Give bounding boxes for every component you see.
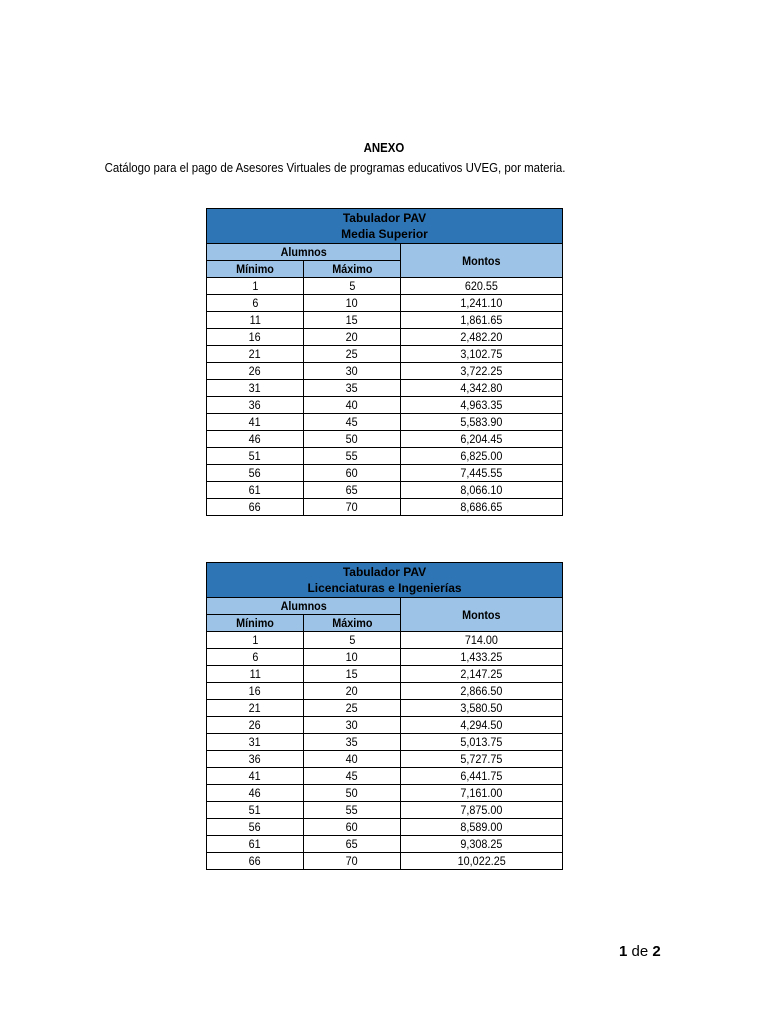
- table-row: [207, 312, 563, 329]
- cell-monto: 6,825.00: [401, 448, 563, 465]
- cell-maximo: 35: [304, 380, 401, 397]
- cell-minimo: 21: [207, 700, 304, 717]
- page-separator: de: [631, 943, 649, 960]
- column-header-maximo: Máximo: [304, 261, 401, 278]
- document-title: ANEXO: [363, 140, 405, 155]
- cell-minimo: 51: [207, 802, 304, 819]
- cell-maximo: 15: [304, 666, 401, 683]
- cell-maximo: 60: [304, 465, 401, 482]
- table-title-line-1: Tabulador PAV: [342, 211, 427, 225]
- cell-minimo: 26: [207, 363, 304, 380]
- cell-maximo: 65: [304, 482, 401, 499]
- cell-maximo: 5: [304, 278, 401, 295]
- table-row: [207, 465, 563, 482]
- cell-minimo: 1: [207, 278, 304, 295]
- cell-minimo: 51: [207, 448, 304, 465]
- table-licenciaturas-ingenierias: [206, 562, 563, 870]
- cell-monto: 4,294.50: [401, 717, 563, 734]
- table-row: [207, 649, 563, 666]
- cell-maximo: 70: [304, 499, 401, 516]
- cell-monto: 10,022.25: [401, 853, 563, 870]
- cell-monto: 5,727.75: [401, 751, 563, 768]
- group-header-alumnos: Alumnos: [207, 244, 401, 261]
- cell-minimo: 16: [207, 329, 304, 346]
- cell-minimo: 21: [207, 346, 304, 363]
- cell-maximo: 45: [304, 414, 401, 431]
- table-body: [207, 278, 563, 516]
- cell-minimo: 56: [207, 819, 304, 836]
- cell-monto: 3,580.50: [401, 700, 563, 717]
- cell-maximo: 65: [304, 836, 401, 853]
- table-row: [207, 683, 563, 700]
- cell-minimo: 41: [207, 414, 304, 431]
- cell-monto: 8,066.10: [401, 482, 563, 499]
- table-row: [207, 329, 563, 346]
- cell-maximo: 30: [304, 717, 401, 734]
- cell-minimo: 11: [207, 312, 304, 329]
- cell-minimo: 66: [207, 499, 304, 516]
- table-title-line-2: Media Superior: [341, 227, 428, 241]
- cell-minimo: 36: [207, 397, 304, 414]
- table-row: [207, 499, 563, 516]
- cell-maximo: 30: [304, 363, 401, 380]
- cell-minimo: 66: [207, 853, 304, 870]
- table-row: [207, 632, 563, 649]
- group-header-alumnos: Alumnos: [207, 598, 401, 615]
- column-header-minimo: Mínimo: [207, 261, 304, 278]
- cell-maximo: 70: [304, 853, 401, 870]
- table-row: [207, 785, 563, 802]
- table-row: [207, 363, 563, 380]
- cell-maximo: 25: [304, 346, 401, 363]
- table-row: [207, 666, 563, 683]
- cell-maximo: 50: [304, 431, 401, 448]
- table-row: [207, 431, 563, 448]
- table-row: [207, 414, 563, 431]
- table-row: [207, 819, 563, 836]
- cell-monto: 4,342.80: [401, 380, 563, 397]
- cell-maximo: 25: [304, 700, 401, 717]
- cell-minimo: 41: [207, 768, 304, 785]
- cell-monto: 8,589.00: [401, 819, 563, 836]
- cell-maximo: 55: [304, 448, 401, 465]
- table-row: [207, 295, 563, 312]
- table-title: [207, 563, 563, 598]
- table-row: [207, 448, 563, 465]
- table-title-line-2: Licenciaturas e Ingenierías: [307, 581, 462, 595]
- cell-minimo: 16: [207, 683, 304, 700]
- cell-monto: 3,722.25: [401, 363, 563, 380]
- table-row: [207, 380, 563, 397]
- table-row: [207, 346, 563, 363]
- cell-monto: 1,241.10: [401, 295, 563, 312]
- cell-monto: 2,147.25: [401, 666, 563, 683]
- cell-minimo: 26: [207, 717, 304, 734]
- cell-maximo: 50: [304, 785, 401, 802]
- cell-maximo: 15: [304, 312, 401, 329]
- table-row: [207, 700, 563, 717]
- cell-minimo: 31: [207, 734, 304, 751]
- cell-minimo: 61: [207, 836, 304, 853]
- cell-maximo: 45: [304, 768, 401, 785]
- document-subtitle: Catálogo para el pago de Asesores Virtuales de programas educativos UVEG, por materia.: [104, 160, 566, 175]
- table-row: [207, 734, 563, 751]
- column-header-montos: Montos: [401, 598, 563, 632]
- table-row: [207, 717, 563, 734]
- cell-maximo: 40: [304, 397, 401, 414]
- cell-minimo: 6: [207, 649, 304, 666]
- cell-monto: 7,875.00: [401, 802, 563, 819]
- cell-minimo: 36: [207, 751, 304, 768]
- cell-monto: 7,161.00: [401, 785, 563, 802]
- table-row: [207, 768, 563, 785]
- column-header-maximo: Máximo: [304, 615, 401, 632]
- cell-minimo: 1: [207, 632, 304, 649]
- cell-monto: 9,308.25: [401, 836, 563, 853]
- table-row: [207, 751, 563, 768]
- cell-minimo: 11: [207, 666, 304, 683]
- cell-monto: 1,861.65: [401, 312, 563, 329]
- cell-monto: 7,445.55: [401, 465, 563, 482]
- cell-maximo: 60: [304, 819, 401, 836]
- page-indicator: [619, 943, 661, 960]
- cell-monto: 5,583.90: [401, 414, 563, 431]
- table-body: [207, 632, 563, 870]
- table-row: [207, 802, 563, 819]
- column-header-montos: Montos: [401, 244, 563, 278]
- cell-minimo: 61: [207, 482, 304, 499]
- cell-monto: 620.55: [401, 278, 563, 295]
- cell-monto: 4,963.35: [401, 397, 563, 414]
- cell-monto: 6,204.45: [401, 431, 563, 448]
- cell-maximo: 10: [304, 649, 401, 666]
- table-media-superior: [206, 208, 563, 516]
- cell-maximo: 20: [304, 683, 401, 700]
- cell-maximo: 5: [304, 632, 401, 649]
- cell-minimo: 46: [207, 785, 304, 802]
- cell-minimo: 31: [207, 380, 304, 397]
- cell-minimo: 46: [207, 431, 304, 448]
- cell-maximo: 55: [304, 802, 401, 819]
- cell-minimo: 56: [207, 465, 304, 482]
- cell-maximo: 20: [304, 329, 401, 346]
- table-row: [207, 853, 563, 870]
- cell-monto: 6,441.75: [401, 768, 563, 785]
- table-row: [207, 397, 563, 414]
- cell-monto: 8,686.65: [401, 499, 563, 516]
- cell-monto: 5,013.75: [401, 734, 563, 751]
- cell-monto: 2,482.20: [401, 329, 563, 346]
- current-page: 1: [619, 943, 628, 960]
- column-header-minimo: Mínimo: [207, 615, 304, 632]
- cell-maximo: 10: [304, 295, 401, 312]
- cell-monto: 714.00: [401, 632, 563, 649]
- cell-maximo: 40: [304, 751, 401, 768]
- table-row: [207, 278, 563, 295]
- cell-minimo: 6: [207, 295, 304, 312]
- cell-monto: 1,433.25: [401, 649, 563, 666]
- cell-monto: 2,866.50: [401, 683, 563, 700]
- table-title-line-1: Tabulador PAV: [342, 565, 427, 579]
- cell-monto: 3,102.75: [401, 346, 563, 363]
- total-pages: 2: [652, 943, 661, 960]
- cell-maximo: 35: [304, 734, 401, 751]
- table-row: [207, 836, 563, 853]
- table-row: [207, 482, 563, 499]
- table-title: [207, 209, 563, 244]
